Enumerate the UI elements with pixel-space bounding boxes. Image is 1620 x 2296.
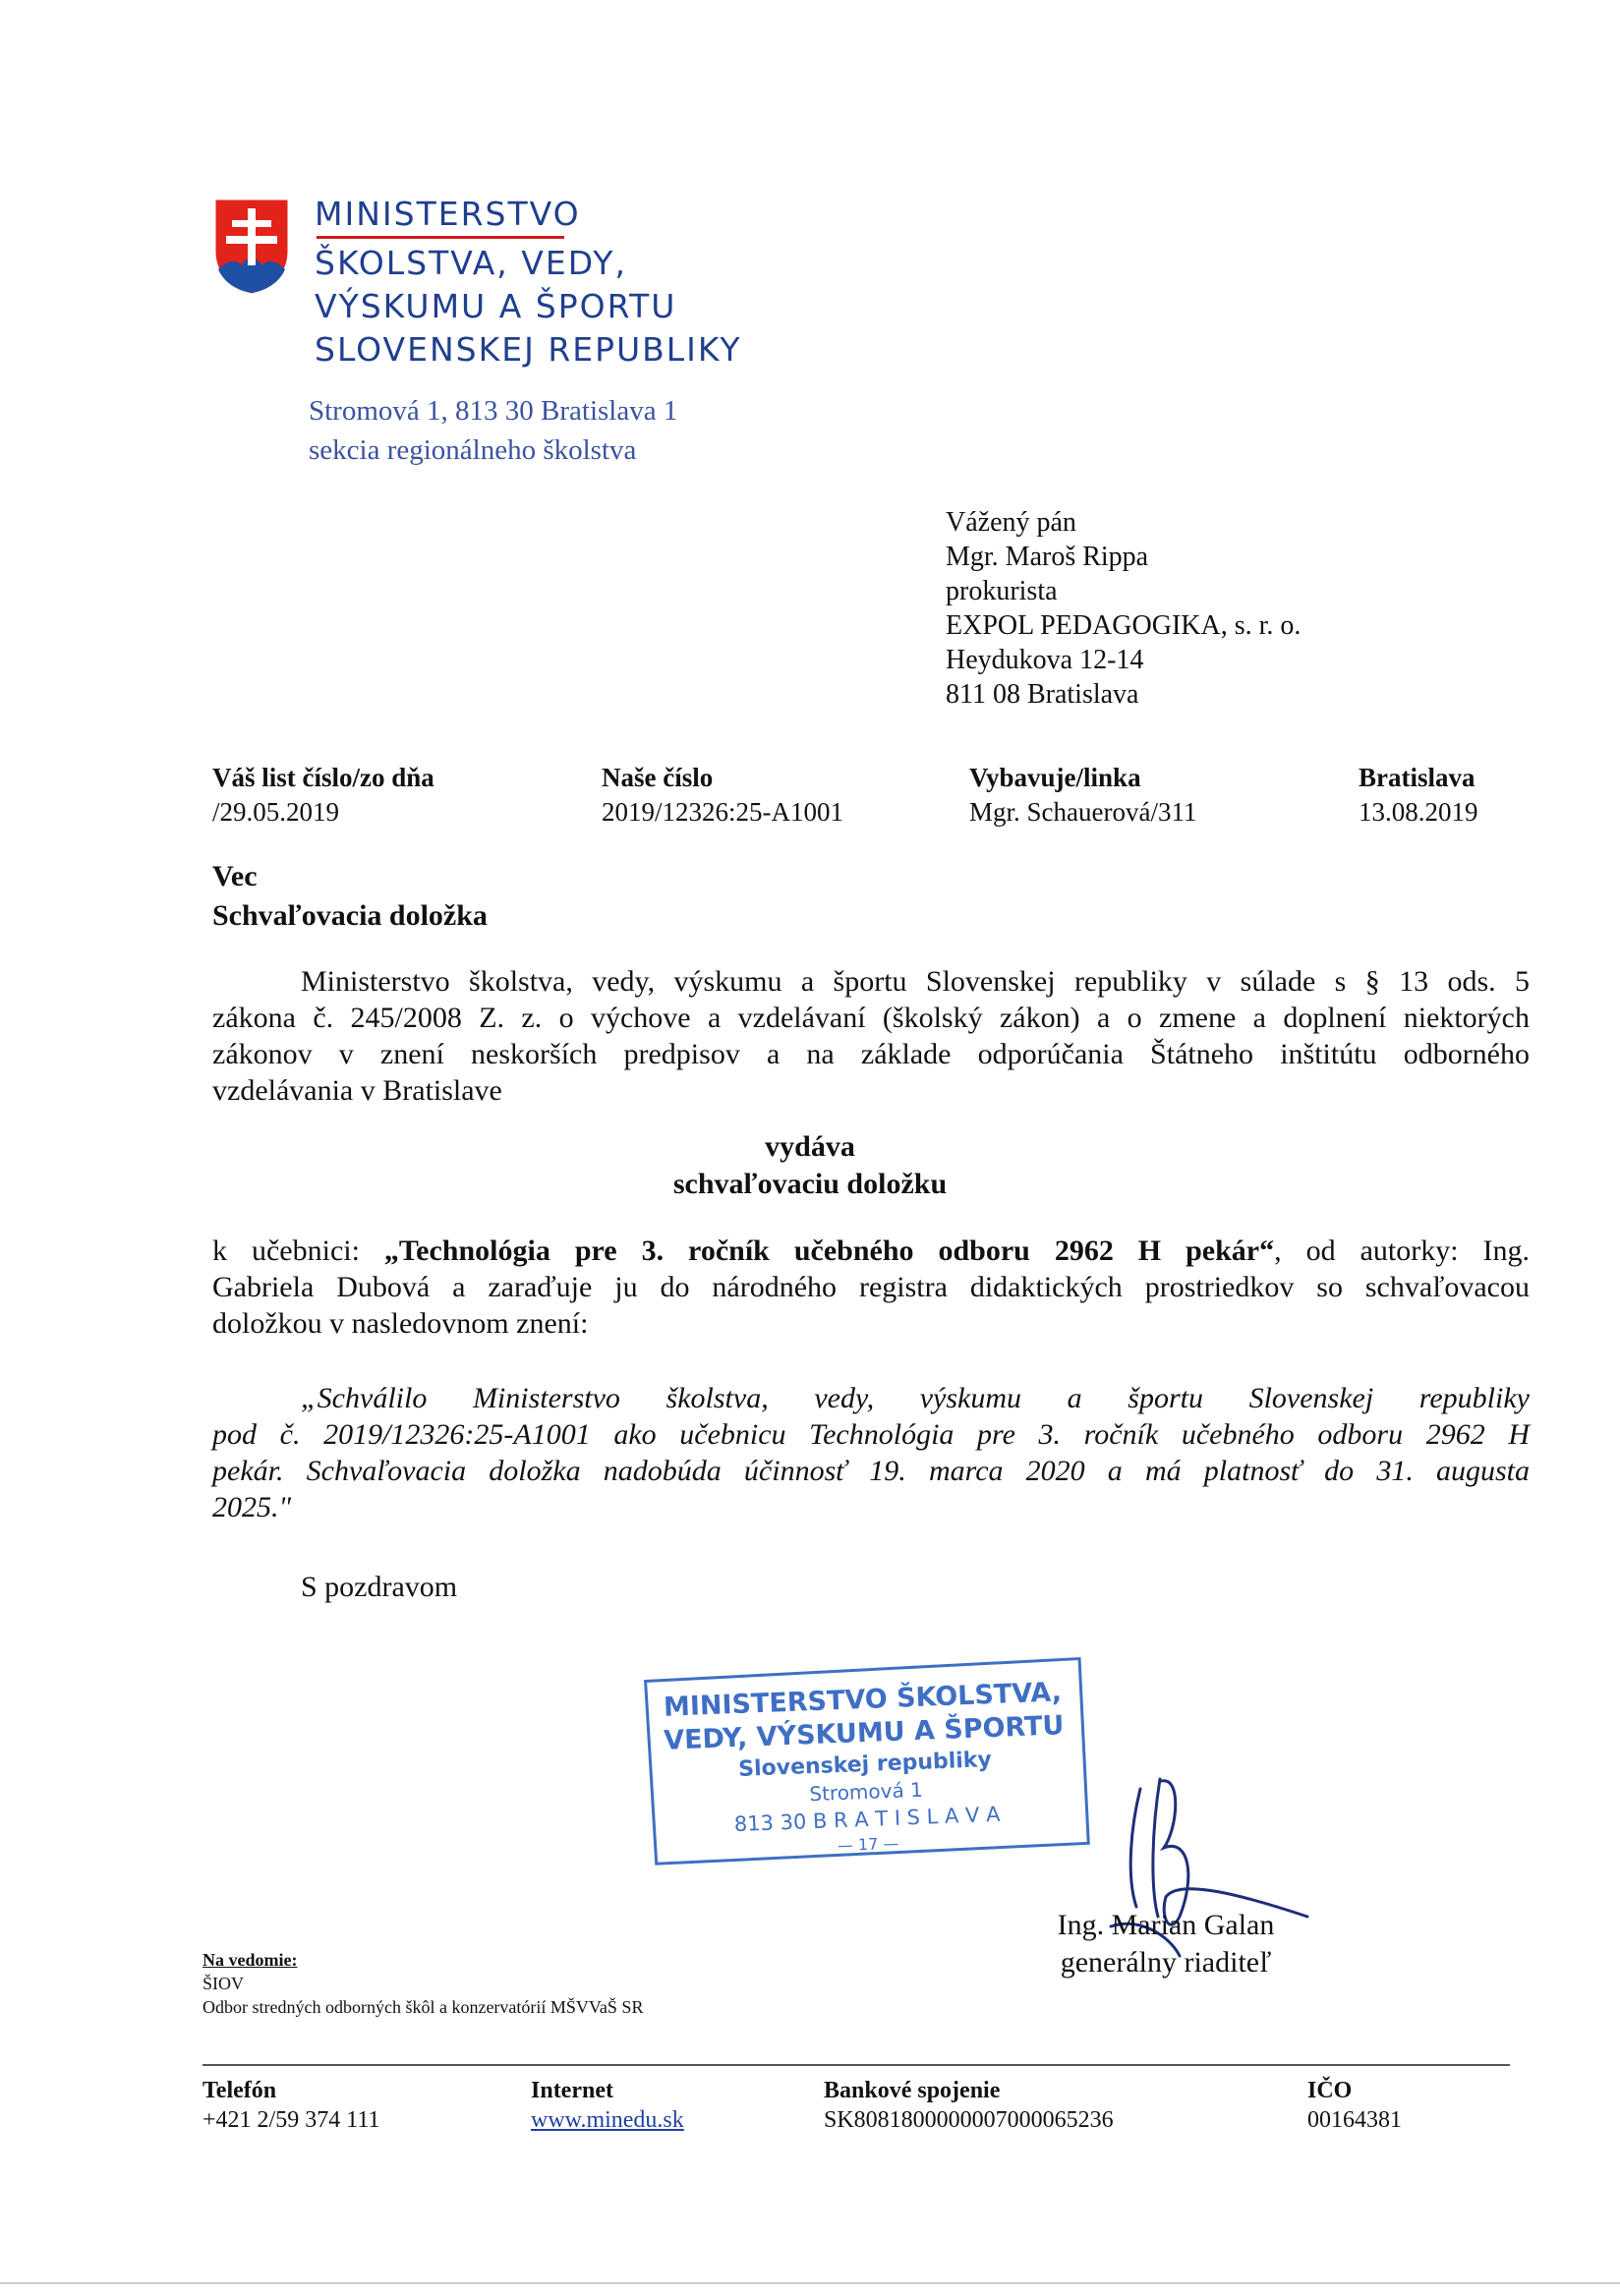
intro-line: Ministerstvo školstva, vedy, výskumu a športu Slovenskej republiky v súlade s § 13 ods. 5 xyxy=(301,965,1530,998)
subject-block xyxy=(212,857,488,936)
footer-label: Bankové spojenie xyxy=(824,2078,1001,2103)
ministry-line: ŠKOLSTVA, VEDY, xyxy=(315,244,627,282)
ministry-line: VÝSKUMU A ŠPORTU xyxy=(315,287,677,325)
intro-line: vzdelávania v Bratislave xyxy=(212,1074,502,1107)
stamp-line: Slovenskej republiky xyxy=(737,1748,993,1782)
address-line: Stromová 1, 813 30 Bratislava 1 xyxy=(309,395,678,427)
notice-line: Odbor stredných odborných škôl a konzervatórií MŠVVaŠ SR xyxy=(202,1997,644,2017)
header-red-rule xyxy=(317,236,564,239)
subject-title: Schvaľovacia doložka xyxy=(212,899,488,932)
recipient-line: EXPOL PEDAGOGIKA, s. r. o. xyxy=(946,610,1302,641)
ref-your-letter xyxy=(212,761,434,830)
ref-our-number xyxy=(602,761,843,830)
footer-internet xyxy=(531,2076,684,2135)
clause-heading: schvaľovaciu doložku xyxy=(672,1168,948,1200)
notice-block xyxy=(202,1948,643,2019)
ref-value: /29.05.2019 xyxy=(212,797,340,827)
intro-paragraph xyxy=(212,963,1530,1109)
signer-block xyxy=(1038,1907,1294,1981)
website-link[interactable]: www.minedu.sk xyxy=(531,2107,684,2133)
intro-line: zákona č. 245/2008 Z. z. o výchove a vzdelávaní (školský zákon) a o zmene a doplnení niektorých xyxy=(212,1002,1530,1034)
ref-label: Váš list číslo/zo dňa xyxy=(212,763,434,792)
textbook-line: doložkou v nasledovnom znení: xyxy=(212,1307,589,1340)
ref-label: Bratislava xyxy=(1359,763,1475,792)
textbook-suffix: , od autorky: Ing. xyxy=(1274,1234,1531,1267)
coat-of-arms-icon xyxy=(210,195,293,297)
quote-line: 2025." xyxy=(212,1491,292,1523)
textbook-title: „Technológia pre 3. ročník učebného odboru 2962 H pekár“ xyxy=(383,1234,1275,1267)
stamp-line: 813 30 B R A T I S L A V A xyxy=(733,1802,1001,1837)
notice-heading: Na vedomie: xyxy=(202,1950,298,1970)
ref-value: Mgr. Schauerová/311 xyxy=(969,797,1197,827)
official-stamp xyxy=(635,1652,1095,1876)
footer-value: 00164381 xyxy=(1307,2107,1402,2133)
ref-value: 2019/12326:25-A1001 xyxy=(602,797,843,827)
signer-title: generálny riaditeľ xyxy=(1060,1946,1272,1979)
intro-line: zákonov v znení neskorších predpisov a na základe odporúčania Štátneho inštitútu odborného xyxy=(212,1038,1530,1070)
recipient-line: prokurista xyxy=(946,576,1058,606)
ministry-address xyxy=(309,391,677,470)
ministry-line: MINISTERSTVO xyxy=(315,195,581,233)
footer-label: Telefón xyxy=(202,2078,277,2103)
stamp-line: — 17 — xyxy=(837,1833,899,1856)
page-bottom-edge xyxy=(0,2282,1620,2284)
recipient-line: Mgr. Maroš Rippa xyxy=(946,542,1149,572)
closing-greeting: S pozdravom xyxy=(301,1571,458,1603)
section-line: sekcia regionálneho školstva xyxy=(309,434,637,466)
stamp-frame xyxy=(635,1652,1095,1876)
footer-bank xyxy=(824,2076,1114,2135)
subject-label: Vec xyxy=(212,860,258,892)
footer-phone xyxy=(202,2076,379,2135)
footer-value: +421 2/59 374 111 xyxy=(202,2107,380,2133)
textbook-prefix: k učebnici: xyxy=(212,1234,360,1267)
ref-handled-by xyxy=(969,761,1196,830)
notice-line: ŠIOV xyxy=(202,1974,245,1993)
textbook-first-line xyxy=(212,1233,1530,1269)
textbook-paragraph xyxy=(212,1233,1530,1342)
ref-label: Vybavuje/linka xyxy=(969,763,1141,792)
textbook-line: Gabriela Dubová a zaraďuje ju do národného registra didaktických prostriedkov so schvaľovacou xyxy=(212,1271,1530,1303)
stamp-line: MINISTERSTVO ŠKOLSTVA, xyxy=(663,1677,1063,1723)
recipient-line: 811 08 Bratislava xyxy=(946,679,1139,710)
footer-label: IČO xyxy=(1307,2078,1353,2103)
ref-value: 13.08.2019 xyxy=(1359,797,1478,827)
quote-line: pekár. Schvaľovacia doložka nadobúda účinnosť 19. marca 2020 a má platnosť do 31. augusta xyxy=(212,1455,1530,1487)
clause-quote xyxy=(212,1380,1530,1525)
ministry-name xyxy=(315,193,742,372)
issues-word: vydáva xyxy=(765,1130,855,1163)
ref-label: Naše číslo xyxy=(602,763,714,792)
footer-divider xyxy=(202,2064,1510,2066)
quote-line: „Schválilo Ministerstvo školstva, vedy, výskumu a športu Slovenskej republiky xyxy=(301,1382,1530,1414)
footer-ico xyxy=(1307,2076,1402,2135)
recipient-block xyxy=(946,505,1301,712)
ref-place-date xyxy=(1359,761,1478,830)
recipient-line: Vážený pán xyxy=(946,507,1076,538)
footer-label: Internet xyxy=(531,2078,613,2103)
stamp-line: VEDY, VÝSKUMU A ŠPORTU xyxy=(663,1710,1065,1756)
stamp-line: Stromová 1 xyxy=(808,1777,924,1807)
quote-line: pod č. 2019/12326:25-A1001 ako učebnicu Technológia pre 3. ročník učebného odboru 2962 H xyxy=(212,1418,1530,1451)
signer-name: Ing. Marian Galan xyxy=(1057,1909,1275,1941)
ministry-line: SLOVENSKEJ REPUBLIKY xyxy=(315,330,742,369)
recipient-line: Heydukova 12-14 xyxy=(946,645,1144,675)
footer-value: SK8081800000007000065236 xyxy=(824,2107,1114,2133)
